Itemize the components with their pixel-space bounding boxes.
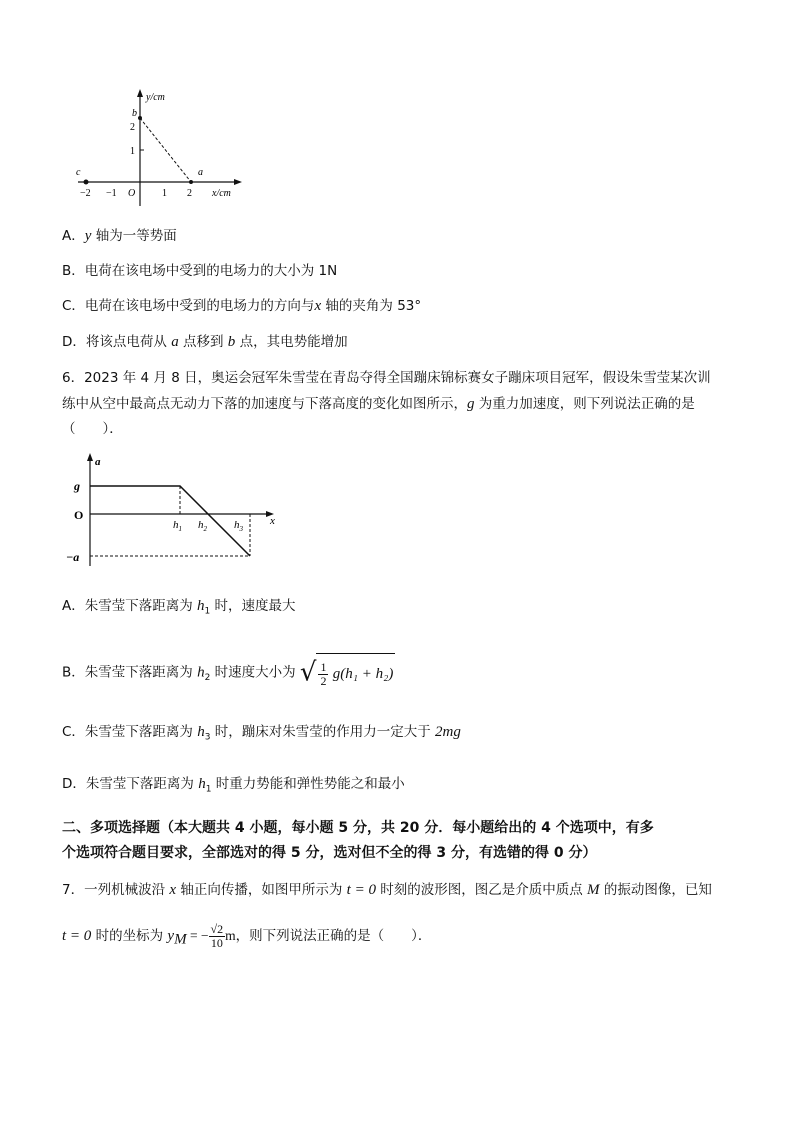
- y-axis-arrow: [87, 453, 93, 461]
- y-axis-label: y/cm: [146, 92, 165, 103]
- point-a-marker: [189, 180, 193, 184]
- x-axis-label: x: [270, 515, 275, 527]
- q7-stem-line-2: t = 0 时的坐标为 $y_M$ = − $\frac{√2}{10}$ m，则下列说法正确的是（ ）．: [62, 921, 432, 950]
- h3-label: $h_3$: [234, 519, 243, 533]
- q6-option-a: A．朱雪莹下落距离为 $h_1$ 时，速度最大: [62, 598, 296, 617]
- section-2-heading-line-1: 二、多项选择题（本大题共 4 小题，每小题 5 分，共 20 分．每小题给出的 4 个选项中，有多: [62, 820, 654, 836]
- q5-option-a: A．y 轴为一等势面: [62, 228, 177, 244]
- q7-stem-line-1: 7．一列机械波沿 x 轴正向传播，如图甲所示为 t = 0 时刻的波形图，图乙是介质中质点 M 的振动图像，已知: [62, 882, 712, 898]
- figure-q6-acceleration-plot: [62, 450, 282, 568]
- y-tick-label-1: 1: [130, 146, 135, 157]
- x-axis-arrow: [234, 179, 242, 185]
- y-axis-label: a: [95, 456, 101, 468]
- q6-stem-line-2: 练中从空中最高点无动力下落的加速度与下落高度的变化如图所示，g 为重力加速度，则下列说法正确的是: [62, 396, 695, 412]
- point-b-marker: [138, 116, 142, 120]
- zero-label: O: [74, 508, 84, 522]
- origin-label: O: [128, 188, 136, 199]
- q5-option-d: D．将该点电荷从 a 点移到 b 点，其电势能增加: [62, 334, 348, 350]
- y-axis-arrow: [137, 89, 143, 97]
- q6-stem-line-3: （ ）．: [62, 421, 123, 437]
- point-c-label: c: [76, 167, 81, 178]
- q6-option-c: C．朱雪莹下落距离为 $h_3$ 时，蹦床对朱雪莹的作用力一定大于 2mg: [62, 724, 461, 743]
- q5-option-c: C．电荷在该电场中受到的电场力的方向与x 轴的夹角为 53°: [62, 298, 422, 314]
- point-c-marker: [84, 180, 89, 185]
- q5-option-b: B．电荷在该电场中受到的电场力的大小为 1N: [62, 263, 338, 279]
- y-tick-label-2: 2: [130, 122, 135, 133]
- neg-a-label: −a: [66, 550, 80, 564]
- g-label: g: [74, 479, 80, 493]
- h1-label: $h_1$: [173, 519, 182, 533]
- q6-option-b: B．朱雪莹下落距离为 $h_2$ 时速度大小为 √ $\frac{1}{2}$ g(h₁ + h₂): [62, 653, 395, 696]
- x-tick-label-neg2: −2: [80, 188, 91, 199]
- section-2-heading-line-2: 个选项符合题目要求，全部选对的得 5 分，选对但不全的得 3 分，有选错的得 0 分）: [62, 845, 597, 861]
- x-tick-label-2: 2: [187, 188, 192, 199]
- point-a-label: a: [198, 167, 203, 178]
- q6-stem-line-1: 6．2023 年 4 月 8 日，奥运会冠军朱雪莹在青岛夺得全国蹦床锦标赛女子蹦床项目冠军，假设朱雪莹某次训: [62, 370, 711, 386]
- figure-q5-coordinate-plot: [70, 86, 250, 208]
- x-tick-label-1: 1: [162, 188, 167, 199]
- point-b-label: b: [132, 108, 137, 119]
- x-tick-label-neg1: −1: [106, 188, 117, 199]
- b-to-a-dashed-line: [140, 118, 191, 182]
- sqrt-expression: √ $\frac{1}{2}$ g(h₁ + h₂): [300, 653, 395, 692]
- q6-option-d: D．朱雪莹下落距离为 $h_1$ 时重力势能和弹性势能之和最小: [62, 776, 405, 795]
- x-axis-label: x/cm: [212, 188, 231, 199]
- h2-label: $h_2$: [198, 519, 207, 533]
- acceleration-curve: [90, 486, 250, 556]
